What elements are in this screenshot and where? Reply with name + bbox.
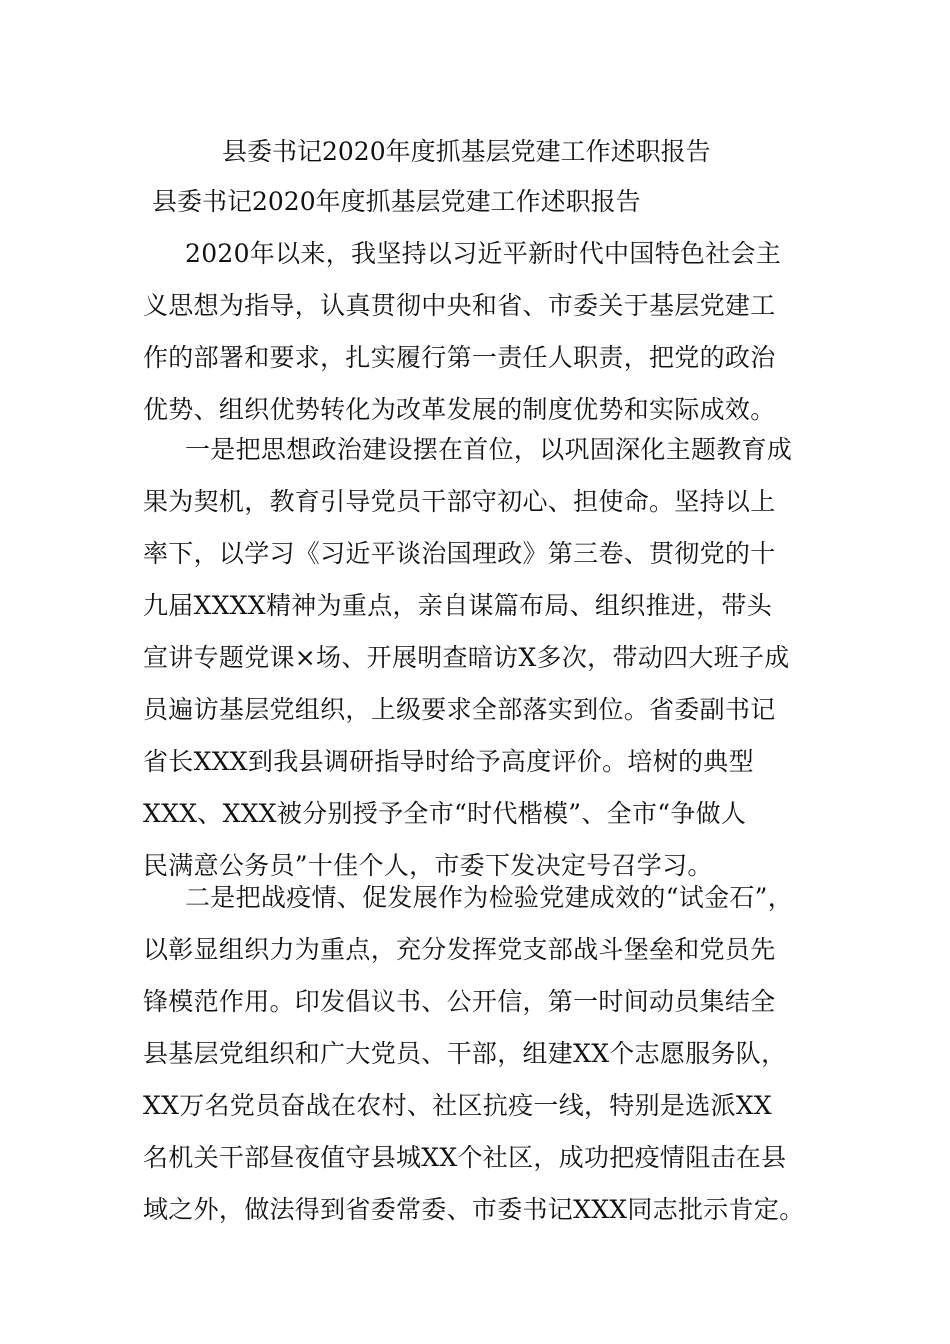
paragraph-line: 县基层党组织和广大党员、干部，组建XX个志愿服务队， [143, 1039, 787, 1068]
paragraph-line: 一是把思想政治建设摆在首位，以巩固深化主题教育成 [185, 435, 793, 464]
paragraph-line: 域之外，做法得到省委常委、市委书记XXX同志批示肯定。 [143, 1195, 805, 1224]
paragraph-line: 民满意公务员”十佳个人，市委下发决定号召学习。 [143, 851, 713, 880]
paragraph-line: 率下，以学习《习近平谈治国理政》第三卷、贯彻党的十 [143, 539, 776, 568]
paragraph-line: 名机关干部昼夜值守县城XX个社区，成功把疫情阻击在县 [143, 1143, 787, 1172]
paragraph-line: 果为契机，教育引导党员干部守初心、担使命。坚持以上 [143, 487, 776, 516]
paragraph-line: XX万名党员奋战在农村、社区抗疫一线，特别是选派XX [143, 1091, 772, 1120]
paragraph-ideology [143, 424, 833, 892]
paragraph-line: 2020年以来，我坚持以习近平新时代中国特色社会主 [185, 239, 782, 268]
paragraph-line: 以彰显组织力为重点，充分发挥党支部战斗堡垒和党员先 [143, 935, 776, 964]
paragraph-line: 优势、组织优势转化为改革发展的制度优势和实际成效。 [143, 395, 776, 424]
paragraph-line: 宣讲专题党课×场、开展明查暗访X多次，带动四大班子成 [143, 643, 790, 672]
paragraph-line: 作的部署和要求，扎实履行第一责任人职责，把党的政治 [143, 343, 776, 372]
paragraph-line: 锋模范作用。印发倡议书、公开信，第一时间动员集结全 [143, 987, 776, 1016]
paragraph-line: XXX、XXX被分别授予全市“时代楷模”、全市“争做人 [143, 799, 747, 828]
paragraph-line: 义思想为指导，认真贯彻中央和省、市委关于基层党建工 [143, 291, 776, 320]
paragraph-line: 员遍访基层党组织，上级要求全部落实到位。省委副书记 [143, 695, 776, 724]
paragraph-line: 省长XXX到我县调研指导时给予高度评价。培树的典型 [143, 747, 754, 776]
document-subtitle: 县委书记2020年度抓基层党建工作述职报告 [152, 187, 641, 216]
paragraph-epidemic [143, 872, 833, 1236]
document-title: 县委书记2020年度抓基层党建工作述职报告 [222, 137, 711, 166]
paragraph-line: 九届XXXX精神为重点，亲自谋篇布局、组织推进，带头 [143, 591, 772, 620]
paragraph-intro [143, 228, 833, 436]
paragraph-line: 二是把战疫情、促发展作为检验党建成效的“试金石”， [185, 883, 794, 912]
